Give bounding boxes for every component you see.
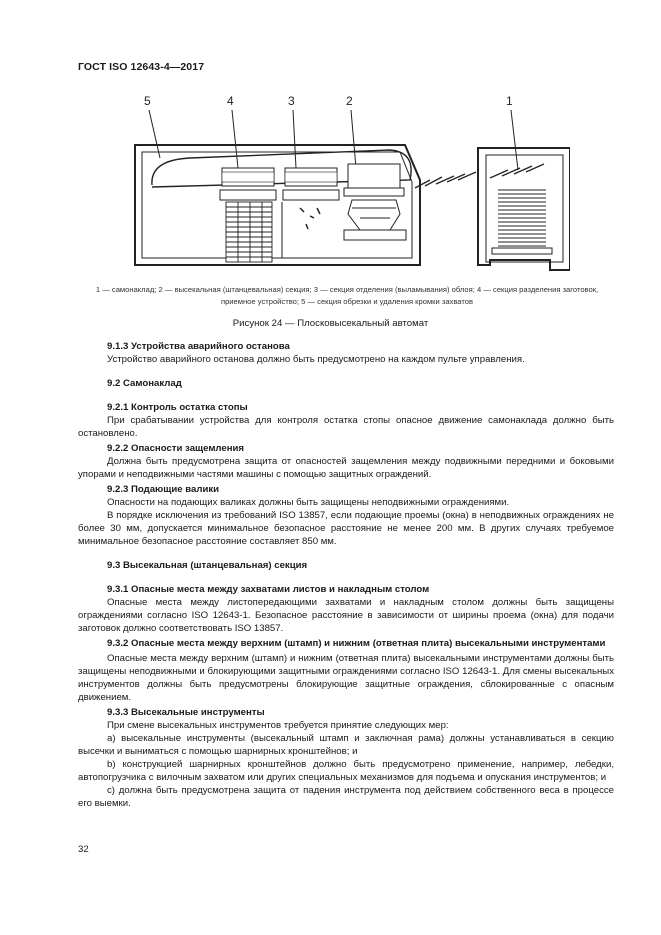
paragraph: При смене высекальных инструментов требуется принятие следующих мер: — [107, 720, 449, 731]
label-3: 3 — [288, 94, 295, 108]
paragraph: b) конструкцией шарнирных кронштейнов должно быть предусмотрено применение, например, лебедки, автопогрузчика с вилочным захватом или других специальных механизмов для подъема и опускания инструментов; и — [78, 759, 614, 783]
section-heading: 9.2.2 Опасности защемления — [107, 443, 245, 454]
paragraph: Опасности на подающих валиках должны быть защищены неподвижными ограждениями. — [107, 497, 510, 508]
document-body — [78, 340, 614, 810]
legend-text-4: — секция разделения заготовок, приемное устройство; — [220, 285, 599, 306]
legend-text-1: — самонаклад; — [102, 285, 159, 294]
section-heading: 9.3 Высекальная (штанцевальная) секция — [107, 560, 308, 571]
paragraph: В порядке исключения из требований ISO 13857, если подающие проемы (окна) в неподвижных ограждениях не более 30 мм, допускается минимальное безопасное расстояние не менее 200 мм. В других случаях требуемое минимальное безопасное расстояние составляет 850 мм. — [78, 510, 614, 547]
legend-text-5: — секция обрезки и удаления кромки захватов — [307, 297, 474, 306]
legend-text-3: — секция отделения (выламывания) облоя; — [320, 285, 477, 294]
section-heading: 9.2 Самонаклад — [107, 378, 182, 389]
section-heading: 9.2.1 Контроль остатка стопы — [107, 402, 248, 413]
paragraph: a) высекальные инструменты (высекальный штамп и заключная рама) должны устанавливаться в секцию высечки и выниматься с помощью шарнирных кронштейнов; и — [78, 733, 614, 757]
paragraph: Должна быть предусмотрена защита от опасностей защемления между подвижными передними и боковыми упорами и неподвижными частями машины с помощью защитных ограждений. — [78, 456, 614, 480]
label-1: 1 — [506, 94, 513, 108]
machine-diagram — [130, 90, 570, 280]
legend-num-5: 5 — [301, 297, 306, 306]
figure-title: Рисунок 24 — Плосковысекальный автомат — [232, 318, 429, 329]
section-heading: 9.3.3 Высекальные инструменты — [107, 707, 265, 718]
label-4: 4 — [227, 94, 234, 108]
paragraph: Опасные места между верхним (штамп) и нижним (ответная плита) высекальными инструментами должны быть защищены неподвижными и блокирующими защитными ограждениями согласно ISO 12643-1. Для смены высекальных инструментов должны быть предусмотрены блокирующие защитные ограждения, сблокированные с опасным движением. — [78, 653, 614, 703]
legend-text-2: — высекальная (штанцевальная) секция; — [164, 285, 314, 294]
legend-num-4: 4 — [476, 285, 482, 294]
page-number: 32 — [78, 844, 89, 855]
paragraph: При срабатывании устройства для контроля остатка стопы опасное движение самонаклада должно быть остановлено. — [78, 415, 614, 439]
legend-num-1: 1 — [95, 285, 101, 294]
label-2: 2 — [346, 94, 353, 108]
paragraph: Опасные места между листопередающими захватами и накладным столом должны быть защищены ограждениями согласно ISO 12643-1. Безопасное расстояние в зависимости от ширины проема (окна) для подачи заготовок должно соответствовать ISO 13857. — [78, 597, 614, 634]
section-heading: 9.3.1 Опасные места между захватами листов и накладным столом — [107, 584, 430, 595]
section-heading: 9.3.2 Опасные места между верхним (штамп) и нижним (ответная плита) высекальными инструментами — [107, 638, 606, 649]
figure-legend — [80, 284, 614, 308]
paragraph: c) должна быть предусмотрена защита от падения инструмента под действием собственного веса в процессе его выемки. — [78, 785, 614, 809]
paragraph: Устройство аварийного останова должно быть предусмотрено на каждом пульте управления. — [107, 354, 525, 365]
legend-num-3: 3 — [313, 285, 318, 294]
document-header: ГОСТ ISO 12643-4—2017 — [78, 61, 205, 73]
section-heading: 9.1.3 Устройства аварийного останова — [107, 341, 290, 352]
label-5: 5 — [144, 94, 151, 108]
section-heading: 9.2.3 Подающие валики — [107, 484, 220, 495]
legend-num-2: 2 — [158, 285, 163, 294]
